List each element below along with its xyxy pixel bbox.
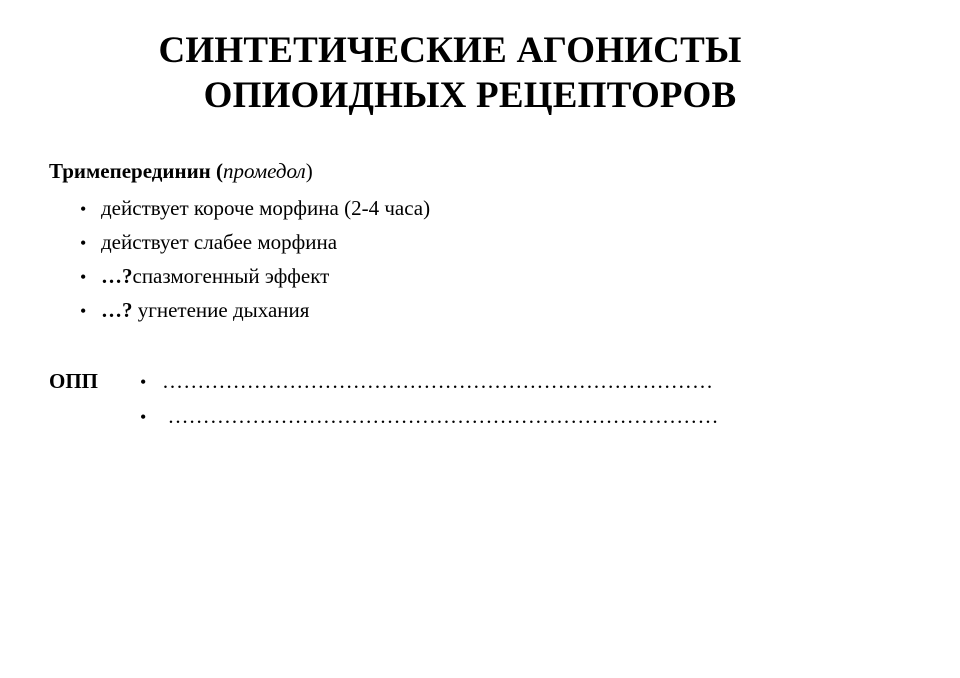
slide-title: [0, 28, 900, 118]
list-item: [80, 298, 430, 332]
drug-open-paren: (: [216, 159, 224, 183]
blank-line: ……………………………………………………………………: [162, 369, 714, 393]
drug-alt-name: промедол: [223, 159, 306, 183]
bullet-icon: •: [140, 407, 147, 427]
opp-label: ОПП: [49, 369, 99, 393]
title-line-2: ОПИОИДНЫХ РЕЦЕПТОРОВ: [203, 75, 737, 116]
bullet-icon: •: [80, 199, 87, 219]
item-text: спазмогенный эффект: [132, 264, 330, 288]
item-text: действует короче морфина (2-4 часа): [101, 196, 431, 220]
drug-name: Тримеперединин: [49, 159, 211, 183]
bullet-icon: •: [80, 233, 87, 253]
drug-properties-list: [80, 196, 430, 332]
list-item: [80, 264, 430, 298]
item-prefix: …?: [101, 264, 133, 288]
opp-list: [140, 368, 719, 438]
item-text: действует слабее морфина: [101, 230, 338, 254]
item-text: угнетение дыхания: [132, 298, 310, 322]
blank-line: ……………………………………………………………………: [162, 404, 719, 428]
item-prefix: …?: [101, 298, 133, 322]
drug-close-paren: ): [305, 159, 313, 183]
bullet-icon: •: [140, 372, 147, 392]
title-line-1: СИНТЕТИЧЕСКИЕ АГОНИСТЫ: [158, 30, 742, 71]
list-item: [80, 196, 430, 230]
list-item: [140, 403, 719, 438]
list-item: [140, 368, 719, 403]
bullet-icon: •: [80, 267, 87, 287]
list-item: [80, 230, 430, 264]
bullet-icon: •: [80, 301, 87, 321]
drug-heading: [49, 158, 313, 184]
